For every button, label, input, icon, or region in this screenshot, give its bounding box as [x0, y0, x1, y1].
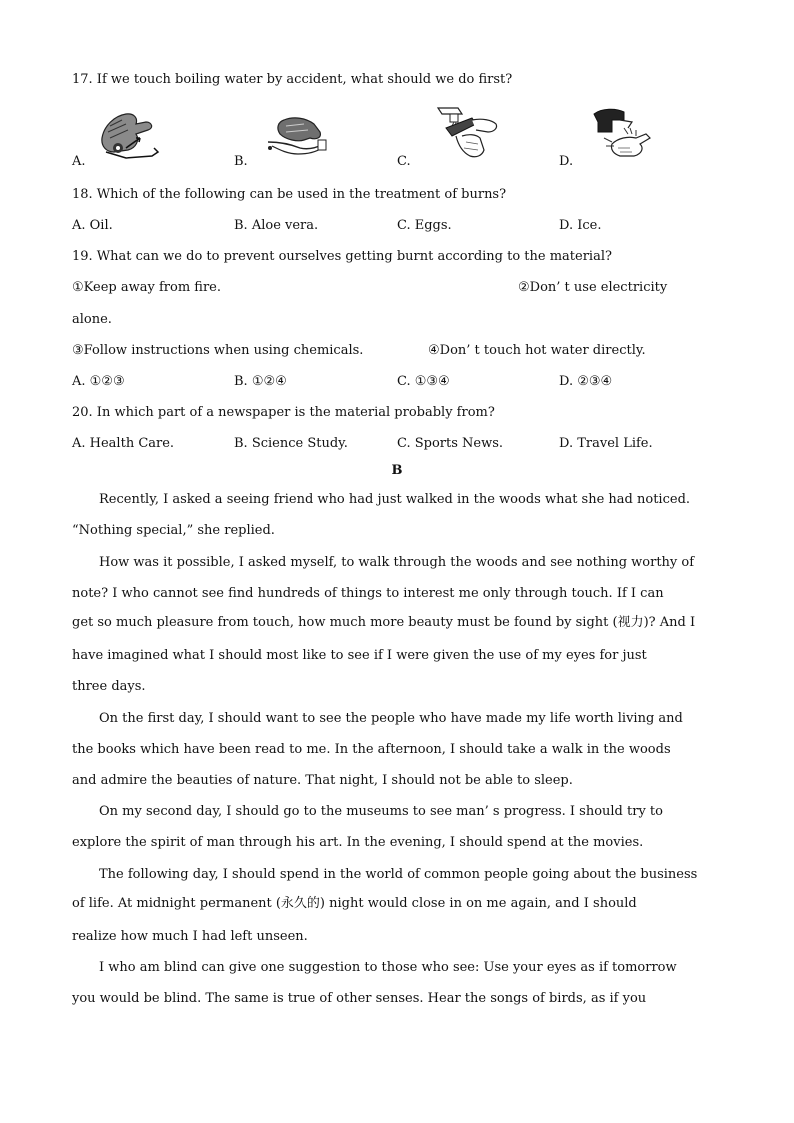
q19-item-1: ①Keep away from fire. [72, 280, 221, 295]
question-17-stem: 17. If we touch boiling water by accident, what should we do first? [72, 72, 513, 87]
q19-option-b: B. ①②④ [234, 374, 287, 389]
ice-on-hand-icon [584, 104, 654, 160]
passage-line: The following day, I should spend in the world of common people going about the business [99, 867, 698, 882]
q19-option-a: A. ①②③ [72, 374, 125, 389]
q20-option-d: D. Travel Life. [559, 436, 653, 451]
q17-option-d: D. [559, 154, 574, 169]
passage-line: I who am blind can give one suggestion to those who see: Use your eyes as if tomorrow [99, 960, 677, 975]
q17-option-b: B. [234, 154, 248, 169]
q20-option-a: A. Health Care. [72, 436, 175, 451]
q18-option-d: D. Ice. [559, 218, 602, 233]
passage-line: How was it possible, I asked myself, to walk through the woods and see nothing worthy of [99, 555, 695, 570]
q19-option-d: D. ②③④ [559, 374, 613, 389]
q17-option-c: C. [397, 154, 411, 169]
tap-water-on-hand-icon [432, 104, 502, 160]
passage-line: On my second day, I should go to the museums to see man’ s progress. I should try to [99, 804, 663, 819]
q18-option-c: C. Eggs. [397, 218, 452, 233]
passage-line: get so much pleasure from touch, how much more beauty must be found by sight (视力)? And I [72, 615, 696, 630]
q19-item-4: ④Don’ t touch hot water directly. [428, 343, 646, 358]
q20-option-c: C. Sports News. [397, 436, 504, 451]
q20-option-b: B. Science Study. [234, 436, 348, 451]
question-20-stem: 20. In which part of a newspaper is the material probably from? [72, 405, 495, 420]
hand-under-water-icon [96, 108, 162, 160]
q19-option-c: C. ①③④ [397, 374, 450, 389]
q18-option-a: A. Oil. [72, 218, 113, 233]
q18-option-b: B. Aloe vera. [234, 218, 319, 233]
passage-line: you would be blind. The same is true of other senses. Hear the songs of birds, as if you [72, 991, 647, 1006]
passage-line: “Nothing special,” she replied. [72, 523, 275, 538]
question-18-stem: 18. Which of the following can be used in the treatment of burns? [72, 187, 507, 202]
passage-line: have imagined what I should most like to see if I were given the use of my eyes for just [72, 648, 647, 663]
passage-line: of life. At midnight permanent (永久的) night would close in on me again, and I should [72, 896, 637, 911]
passage-line: Recently, I asked a seeing friend who had just walked in the woods what she had noticed. [99, 492, 691, 507]
passage-line: three days. [72, 679, 146, 694]
q19-item-3: ③Follow instructions when using chemicals. [72, 343, 364, 358]
q17-option-a: A. [72, 154, 86, 169]
passage-line: the books which have been read to me. In the afternoon, I should take a walk in the woods [72, 742, 671, 757]
wrapping-bandage-icon [264, 112, 330, 160]
q19-item-2-continued: alone. [72, 312, 112, 327]
passage-line: note? I who cannot see find hundreds of things to interest me only through touch. If I can [72, 586, 664, 601]
passage-line: realize how much I had left unseen. [72, 929, 308, 944]
passage-line: and admire the beauties of nature. That night, I should not be able to sleep. [72, 773, 573, 788]
section-b-heading: B [391, 463, 403, 478]
question-19-stem: 19. What can we do to prevent ourselves getting burnt according to the material? [72, 249, 612, 264]
q19-item-2: ②Don’ t use electricity [518, 280, 668, 295]
passage-line: explore the spirit of man through his art. In the evening, I should spend at the movies. [72, 835, 644, 850]
passage-line: On the first day, I should want to see the people who have made my life worth living and [99, 711, 683, 726]
